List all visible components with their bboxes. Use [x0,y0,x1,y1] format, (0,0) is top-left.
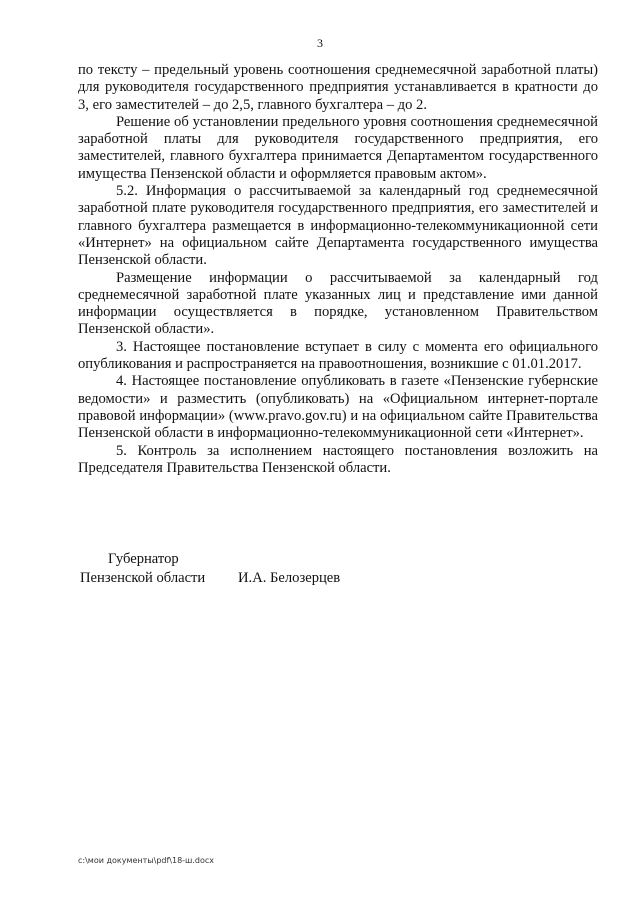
paragraph-2: Решение об установлении предельного уровня соотношения среднемесячной заработной платы для руководителя государственного предприятия, его заместителей, главного бухгалтера принимается Департаментом государственного имущества Пензенской области и оформляется правовым актом». [78,113,598,182]
paragraph-6: 4. Настоящее постановление опубликовать в газете «Пензенские губернские ведомости» и разместить (опубликовать) на «Официальном интернет-портале правовой информации» (www.pravo.gov.ru) и на официальном сайте Правительства Пензенской области в информационно-телекоммуникационной сети «Интернет». [78,373,598,442]
document-body [78,62,598,477]
signatory-name: И.А. Белозерцев [238,570,341,586]
paragraph-5: 3. Настоящее постановление вступает в силу с момента его официального опубликования и распространяется на правоотношения, возникшие с 01.01.2017. [78,338,598,373]
signatory-title-line1: Губернатор [108,551,179,567]
signatory-title-line2: Пензенской области [80,570,206,586]
paragraph-3: 5.2. Информация о рассчитываемой за календарный год среднемесячной заработной плате руководителя государственного предприятия, его заместителей и главного бухгалтера размещается в информационно-телекоммуникационной сети «Интернет» на официальном сайте Департамента государственного имущества Пензенской области. [78,183,598,269]
paragraph-4: Размещение информации о рассчитываемой за календарный год среднемесячной заработной плате указанных лиц и представление ими данной информации осуществляется в порядке, установленном Правительством Пензенской области». [78,269,598,338]
paragraph-1: по тексту – предельный уровень соотношения среднемесячной заработной платы) для руководителя государственного предприятия устанавливается в кратности до 3, его заместителей – до 2,5, главного бухгалтера – до 2. [78,62,598,113]
paragraph-7: 5. Контроль за исполнением настоящего постановления возложить на Председателя Правительства Пензенской области. [78,442,598,476]
page-number: 3 [317,36,323,50]
footer-file-path: c:\мои документы\pdf\18-ш.docx [78,856,215,865]
